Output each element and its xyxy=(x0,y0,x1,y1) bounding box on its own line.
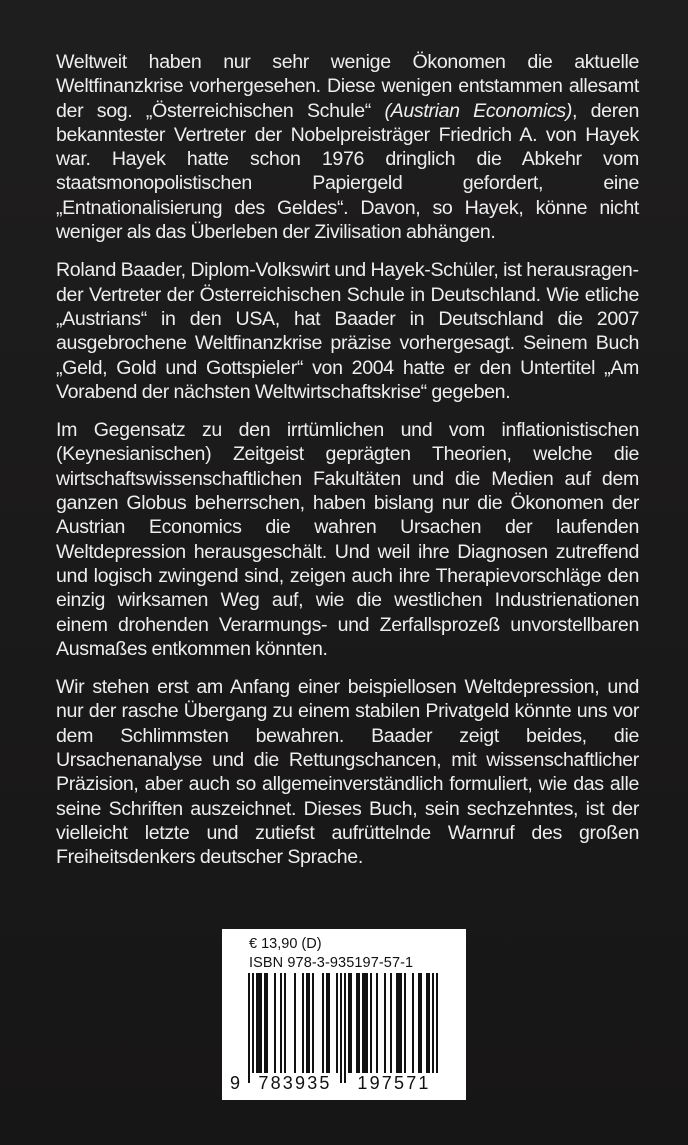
barcode-bar-23 xyxy=(396,973,402,1073)
barcode-bar-6 xyxy=(284,973,286,1073)
barcode-bar-27 xyxy=(426,973,430,1073)
barcode-bar-16 xyxy=(348,973,352,1073)
blurb-paragraph-2: Roland Baader, Diplom-Volkswirt und Hayek-Schüler, ist herausragender Vertreter der Österreichischen Schule in Deutschland. Wie etliche „Austrians“ in den USA, hat Baader in Deutschland die 2007 ausgebrochene Weltfinanzkrise präzise vorhergesagt. Seinem Buch „Geld, Gold und Gottspieler“ von 2004 hatte er den Untertitel „Am Vorabend der nächsten Weltwirtschaftskrise“ gegeben. xyxy=(56,259,639,403)
barcode-bar-22 xyxy=(390,973,392,1073)
blurb-paragraph-1-italic: (Austrian Economics) xyxy=(384,99,573,122)
barcode-right-digits: 197571 xyxy=(347,1073,441,1093)
barcode-bar-24 xyxy=(404,973,406,1073)
barcode-first-digit: 9 xyxy=(230,1073,241,1093)
barcode-bar-4 xyxy=(274,973,276,1073)
barcode-bar-5 xyxy=(280,973,282,1073)
barcode-bar-1 xyxy=(252,973,254,1083)
blurb-paragraph-4: Wir stehen erst am Anfang einer beispiellosen Weltdepression, und nur der rasche Übergang zu einem stabilen Privatgeld könnte uns vor dem Schlimmsten bewahren. Baader zeigt beides, die Ursachenanalyse und die Rettungschancen, mit wissenschaftlicher Präzision, aber auch so allgemeinverständlich formuliert, wie das alle seine Schriften auszeichnet. Dieses Buch, sein sechzehntes, ist der vielleicht letzte und zutiefst aufrüttelnde Warnruf des großen Freiheitsdenkers deutscher Sprache. xyxy=(56,676,639,869)
barcode-digits xyxy=(230,1073,458,1095)
blurb-text xyxy=(56,50,639,870)
barcode-bar-0 xyxy=(248,973,250,1083)
barcode-bar-10 xyxy=(312,973,314,1073)
barcode-bar-15 xyxy=(344,973,346,1083)
price-text: € 13,90 (D) xyxy=(249,936,322,952)
barcode-bar-8 xyxy=(302,973,304,1073)
barcode-bar-29 xyxy=(436,973,438,1083)
blurb-paragraph-1 xyxy=(56,50,639,244)
barcode-bar-7 xyxy=(294,973,296,1073)
barcode-bar-2 xyxy=(256,973,262,1073)
blurb-paragraph-3: Im Gegensatz zu den irrtümlichen und vom inflationistischen (Keynesianischen) Zeitgeist geprägten Theorien, welche die wirtschaftswissenschaftlichen Fakultäten und die Medien auf dem ganzen Globus beherrschen, haben bislang nur die Ökonomen der Austrian Economics die wahren Ursachen der laufenden Weltdepression herausgeschält. Und weil ihre Diagnosen zutreffend und logisch zwingend sind, zeigen auch ihre Therapievorschläge den einzig wirksamen Weg auf, wie die westlichen Industrienationen einem drohenden Verarmungs- und Zerfallsprozeß unvorstellbaren Ausmaßes entkommen könnten. xyxy=(56,419,639,660)
barcode-bar-18 xyxy=(362,973,368,1073)
barcode-bar-17 xyxy=(356,973,360,1073)
barcode-left-digits: 783935 xyxy=(250,1073,340,1093)
barcode-bar-19 xyxy=(370,973,372,1073)
blurb-paragraph-1-part-3: , deren bekanntester Vertreter der Nobelpreisträger Friedrich A. von Hayek war. Hayek hatte schon 1976 dringlich die Abkehr vom staatsmonopolistischen Papiergeld gefordert, eine „Entnationalisierung des Geldes“. Davon, so Hayek, könne nicht weniger als das Überleben der Zivilisation abhängen. xyxy=(56,99,639,244)
isbn-text: ISBN 978-3-935197-57-1 xyxy=(249,955,414,971)
barcode xyxy=(230,973,458,1091)
barcode-bar-25 xyxy=(412,973,414,1073)
barcode-bar-28 xyxy=(432,973,434,1083)
barcode-bar-12 xyxy=(326,973,330,1073)
barcode-bar-13 xyxy=(336,973,338,1073)
barcode-bar-21 xyxy=(384,973,386,1073)
barcode-bar-3 xyxy=(264,973,268,1073)
price-isbn-label xyxy=(222,929,466,1100)
blurb-paragraph-1-part-1: Weltweit haben nur sehr wenige Ökonomen die aktuelle Weltfinanzkrise vorhergesehen. Diese wenigen entstammen allesamt der sog. „Österreichischen Schule“ xyxy=(56,51,639,122)
barcode-bar-20 xyxy=(376,973,378,1073)
barcode-bar-9 xyxy=(306,973,310,1073)
barcode-bar-11 xyxy=(322,973,324,1073)
barcode-bar-14 xyxy=(340,973,342,1083)
barcode-bar-26 xyxy=(418,973,422,1073)
